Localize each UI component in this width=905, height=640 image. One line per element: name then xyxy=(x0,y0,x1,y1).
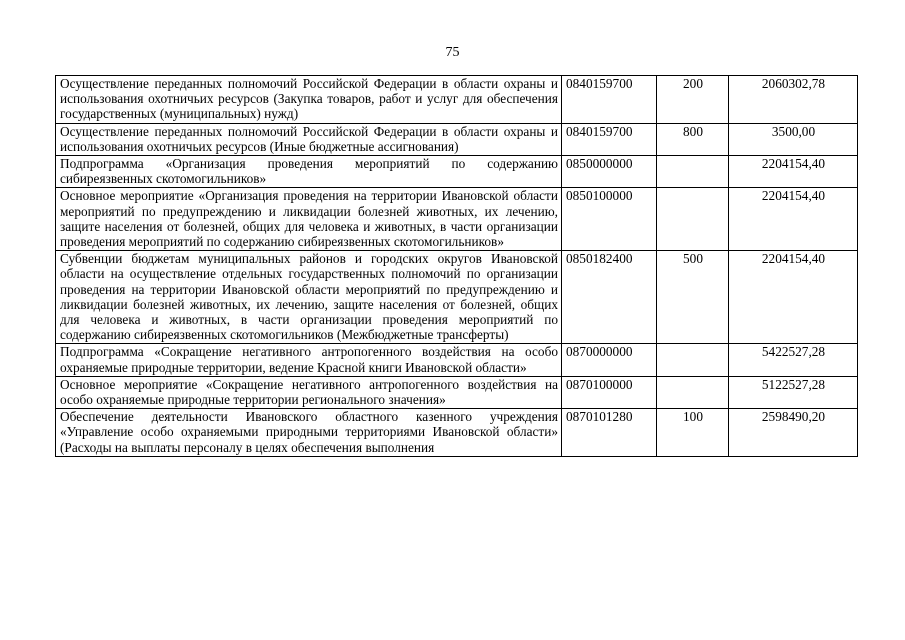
row-name: Обеспечение деятельности Ивановского областного казенного учреждения «Управление особо охраняемыми природными территориями Ивановской области» (Расходы на выплаты персоналу в целях обеспечения выполнения xyxy=(56,409,562,457)
row-target-code: 0870100000 xyxy=(562,376,657,408)
row-expense-type xyxy=(657,376,729,408)
row-amount: 2204154,40 xyxy=(729,188,858,251)
row-amount: 2204154,40 xyxy=(729,156,858,188)
row-amount: 2060302,78 xyxy=(729,76,858,124)
row-name: Основное мероприятие «Сокращение негативного антропогенного воздействия на особо охраняемые природные территории регионального значения» xyxy=(56,376,562,408)
row-expense-type xyxy=(657,188,729,251)
row-expense-type: 100 xyxy=(657,409,729,457)
row-target-code: 0840159700 xyxy=(562,76,657,124)
table-row xyxy=(56,76,858,124)
row-expense-type xyxy=(657,156,729,188)
row-target-code: 0840159700 xyxy=(562,123,657,155)
row-expense-type: 500 xyxy=(657,251,729,344)
row-target-code: 0870101280 xyxy=(562,409,657,457)
row-amount: 5122527,28 xyxy=(729,376,858,408)
row-expense-type xyxy=(657,344,729,376)
row-target-code: 0870000000 xyxy=(562,344,657,376)
table-row xyxy=(56,156,858,188)
table-row xyxy=(56,188,858,251)
row-target-code: 0850182400 xyxy=(562,251,657,344)
row-target-code: 0850100000 xyxy=(562,188,657,251)
row-expense-type: 200 xyxy=(657,76,729,124)
table-row xyxy=(56,344,858,376)
row-name: Основное мероприятие «Организация проведения на территории Ивановской области мероприятий по предупреждению и ликвидации болезней животных, их лечению, защите населения от болезней, общих для человека и животных, в части организации проведения мероприятий по содержанию сибиреязвенных скотомогильников» xyxy=(56,188,562,251)
table-row xyxy=(56,123,858,155)
row-name: Подпрограмма «Организация проведения мероприятий по содержанию сибиреязвенных скотомогильников» xyxy=(56,156,562,188)
table-row xyxy=(56,251,858,344)
row-name: Субвенции бюджетам муниципальных районов и городских округов Ивановской области на осуществление отдельных государственных полномочий по организации проведения на территории Ивановской области мероприятий по предупреждению и ликвидации болезней животных, их лечению, защите населения от болезней, общих для человека и животных, в части организации проведения мероприятий по содержанию сибиреязвенных скотомогильников (Межбюджетные трансферты) xyxy=(56,251,562,344)
row-target-code: 0850000000 xyxy=(562,156,657,188)
row-name: Осуществление переданных полномочий Российской Федерации в области охраны и использования охотничьих ресурсов (Закупка товаров, работ и услуг для обеспечения государственных (муниципальных) нужд) xyxy=(56,76,562,124)
table-row xyxy=(56,409,858,457)
row-amount: 3500,00 xyxy=(729,123,858,155)
row-amount: 5422527,28 xyxy=(729,344,858,376)
row-amount: 2204154,40 xyxy=(729,251,858,344)
page-number: 75 xyxy=(445,45,460,60)
table-row xyxy=(56,376,858,408)
row-name: Осуществление переданных полномочий Российской Федерации в области охраны и использования охотничьих ресурсов (Иные бюджетные ассигнования) xyxy=(56,123,562,155)
row-expense-type: 800 xyxy=(657,123,729,155)
budget-table xyxy=(55,75,858,457)
row-name: Подпрограмма «Сокращение негативного антропогенного воздействия на особо охраняемые природные территории, ведение Красной книги Ивановской области» xyxy=(56,344,562,376)
row-amount: 2598490,20 xyxy=(729,409,858,457)
